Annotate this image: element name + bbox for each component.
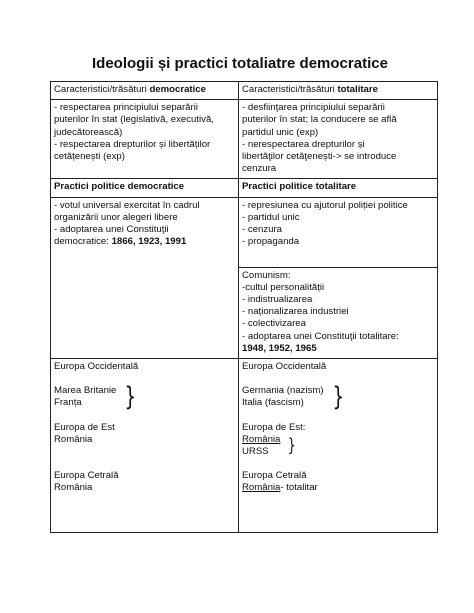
comunism-heading: Comunism: [242,269,291,281]
regions-totalitarian-cell [239,359,438,533]
constitution-prefix: democratice: [54,236,112,248]
comunism-item: - adoptarea unei Constituţii totalitare: [242,330,399,342]
east-countries-group [242,434,434,458]
traits-democratic-line: puterilor în stat (legislativă, executivă, [54,114,214,126]
practice-totalitarian-line: - partidul unic [242,211,300,223]
region-label-east: Europa de Est [54,421,115,433]
header-democratic-prefix: Caracteristici/trăsături [54,84,150,95]
traits-totalitarian-line: libertăţilor cetăţenești-> se introduce [242,151,397,163]
practices-democratic-header: Practici politice democratice [51,179,239,197]
traits-totalitarian-line: puterilor în stat; la conducere se află [242,114,397,126]
west-countries-group [242,382,434,413]
header-democratic-bold: democratice [149,84,206,95]
practice-totalitarian-line: - cenzura [242,224,282,236]
country-suffix: - totalitar [280,482,318,494]
comunism-item: - naționalizarea industriei [242,306,349,318]
traits-totalitarian-line: partidul unic (exp) [242,126,319,138]
country: Italia (fascism) [242,397,304,409]
country: Germania (nazism) [242,385,324,397]
header-totalitarian-bold: totalitare [337,84,378,95]
header-totalitarian-prefix: Caracteristici/trăsături [242,84,338,95]
regions-row [51,359,438,533]
country [242,434,280,446]
constitution-years: 1866, 1923, 1991 [111,236,187,248]
header-democratic [51,82,239,100]
right-brace-icon: } [288,435,297,457]
traits-totalitarian-line: - desfiinţarea principiului separării [242,102,385,114]
comparison-table [50,81,438,533]
comunism-item: - colectivizarea [242,318,306,330]
country: URSS [242,446,269,458]
comunism-item: -cultul personalității [242,281,325,293]
comunism-years: 1948, 1952, 1965 [242,342,317,354]
country [242,482,434,494]
practices-header-row [51,179,438,197]
practice-democratic-line [54,236,235,248]
practice-democratic-line: - adoptarea unei Constituţii [54,224,169,236]
practices-row [51,197,438,267]
traits-democratic-line: - respectarea drepturilor și libertăților [54,138,211,150]
traits-democratic-cell [51,100,239,179]
table-header-row [51,82,438,100]
traits-totalitarian-cell [239,100,438,179]
comunism-item: - indistrualizarea [242,294,313,306]
practices-democratic-cell [51,197,239,358]
country: Marea Britanie [54,385,117,397]
practices-totalitarian-cell [239,197,438,267]
traits-democratic-line: - respectarea principiului separării [54,102,198,114]
traits-democratic-line: judecătorească) [54,126,123,138]
country: România [54,433,93,445]
right-brace-icon: } [124,382,137,413]
country: Franța [54,397,82,409]
regions-democratic-cell [51,359,239,533]
traits-totalitarian-line: - nerespectarea drepturilor și [242,138,365,150]
region-label-central: Europa Cetrală [54,470,119,482]
header-totalitarian [239,82,438,100]
region-label-west: Europa Occidentală [242,361,327,373]
page-title: Ideologii și practici totaliatre democratice [92,55,388,72]
region-label-east: Europa de Est: [242,421,306,433]
practice-democratic-line: organizării unor alegeri libere [54,211,178,223]
traits-democratic-line: cetățenești (exp) [54,151,125,163]
practice-democratic-line: - votul universal exercitat în cadrul [54,199,200,211]
country-underlined: România [242,482,281,494]
traits-row [51,100,438,179]
region-label-west: Europa Occidentală [54,361,139,373]
comunism-cell [239,267,438,358]
right-brace-icon: } [332,382,344,413]
country: România [54,482,93,494]
practices-totalitarian-header: Practici politice totalitare [239,179,438,197]
traits-totalitarian-line: cenzura [242,163,277,175]
country-underlined: România [242,433,281,445]
practice-totalitarian-line: - represiunea cu ajutorul poliției politice [242,199,408,211]
practice-totalitarian-line: - propaganda [242,236,300,248]
west-countries-group [54,382,235,413]
region-label-central: Europa Cetrală [242,470,307,482]
